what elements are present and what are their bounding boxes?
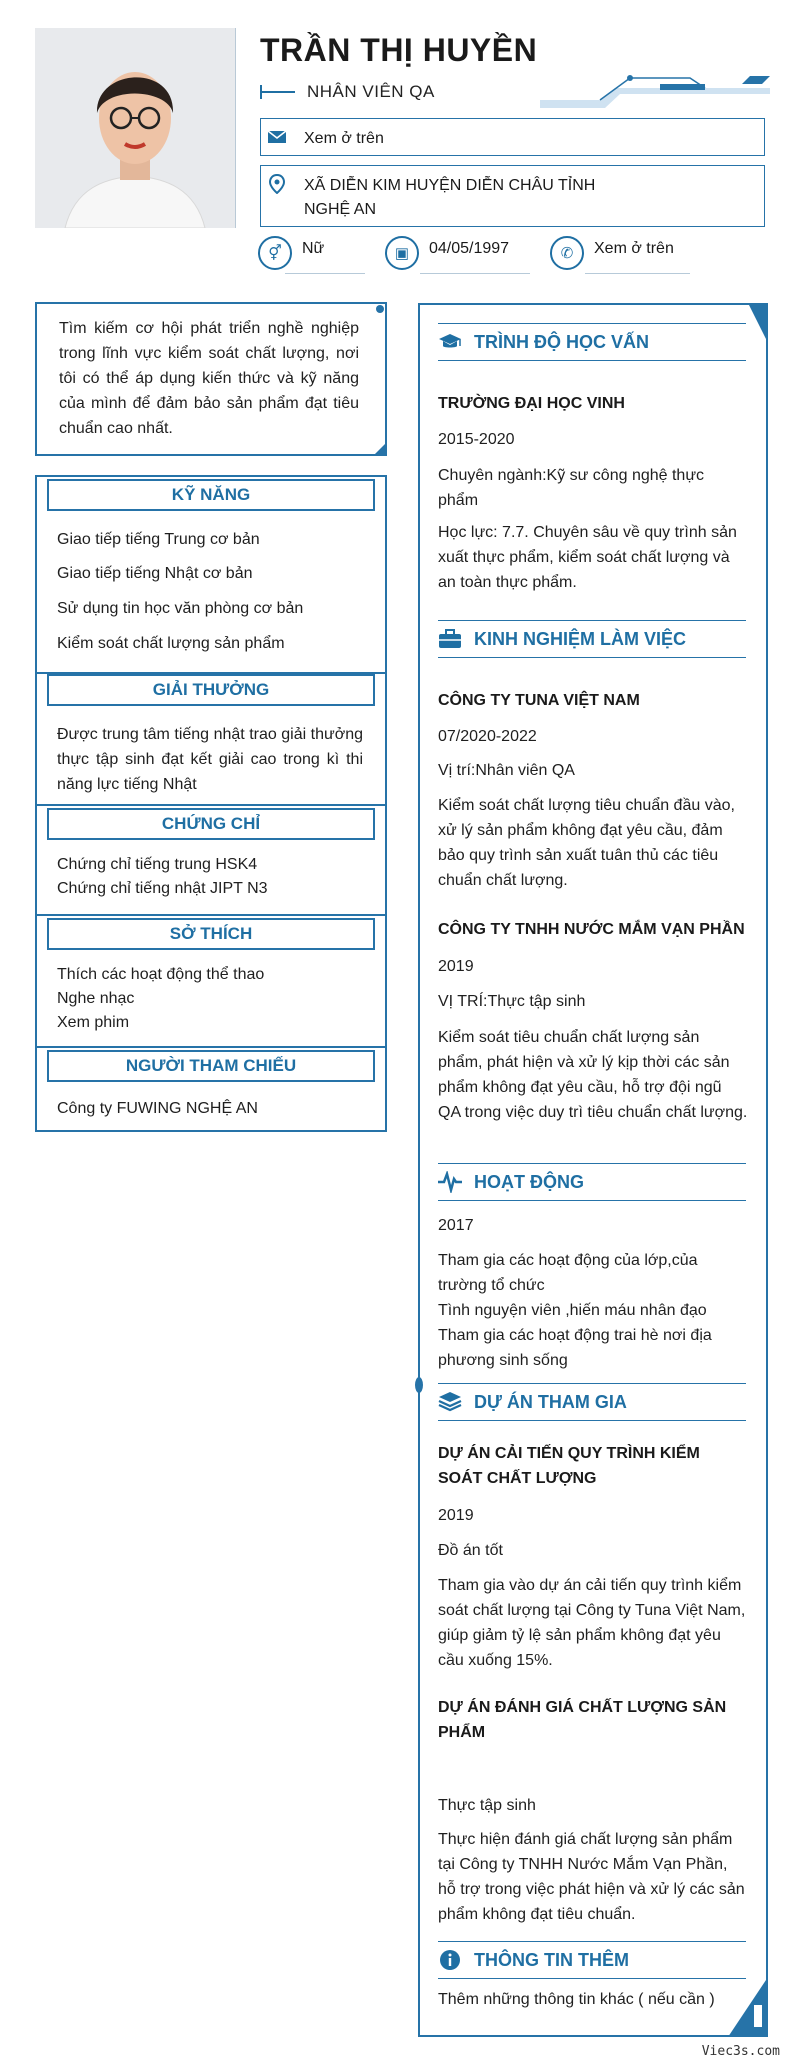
job-description: Kiểm soát tiêu chuẩn chất lượng sản phẩm, phát hiện và xử lý kịp thời các sản phẩm không đạt yêu cầu, hỗ trợ đội ngũ QA trong việc duy trì tiêu chuẩn chất lượng. — [438, 1029, 748, 1121]
phone-icon: ✆ — [550, 236, 584, 270]
education-title: TRÌNH ĐỘ HỌC VẤN — [474, 332, 649, 352]
activities-title: HOẠT ĐỘNG — [474, 1172, 584, 1192]
job-description: Kiểm soát chất lượng tiêu chuẩn đầu vào, xử lý sản phẩm không đạt yêu cầu, đảm bảo quy trình sản xuất tuân thủ các tiêu chuẩn chất lượng. — [438, 797, 735, 889]
briefcase-icon — [438, 628, 462, 650]
corner-decoration — [373, 302, 387, 316]
right-column — [418, 303, 768, 2037]
reference-item: Công ty FUWING NGHỆ AN — [57, 1100, 258, 1117]
job-position: VỊ TRÍ:Thực tập sinh — [438, 993, 586, 1010]
hobbies-heading: SỞ THÍCH — [47, 918, 375, 950]
gender-icon: ⚥ — [258, 236, 292, 270]
project-description: Tham gia vào dự án cải tiến quy trình kiểm soát chất lượng tại Công ty Tuna Việt Nam, giúp giảm tỷ lệ sản phẩm không đạt yêu cầu xuống 15%. — [438, 1577, 746, 1669]
address-line-2: NGHỆ AN — [304, 201, 377, 218]
job-company: CÔNG TY TUNA VIỆT NAM — [438, 692, 640, 709]
education-major: Chuyên ngành:Kỹ sư công nghệ thực phẩm — [438, 467, 705, 509]
skills-section — [35, 475, 387, 674]
corner-decoration — [373, 442, 387, 456]
skills-heading: KỸ NĂNG — [47, 479, 375, 511]
hobby-item: Nghe nhạc — [57, 990, 135, 1007]
dob-underline — [420, 273, 530, 274]
dob-value: 04/05/1997 — [429, 240, 510, 257]
project-role: Đồ án tốt — [438, 1542, 503, 1559]
awards-heading: GIẢI THƯỞNG — [47, 674, 375, 706]
job-title-text: NHÂN VIÊN QA — [307, 82, 435, 101]
phone-underline — [585, 273, 690, 274]
skill-item: Kiểm soát chất lượng sản phẩm — [57, 635, 285, 652]
profile-photo — [35, 28, 235, 228]
calendar-id-icon: ▣ — [385, 236, 419, 270]
activities-heading — [438, 1163, 746, 1201]
more-info-title: THÔNG TIN THÊM — [474, 1950, 629, 1970]
school-name: TRƯỜNG ĐẠI HỌC VINH — [438, 395, 625, 412]
watermark: Viec3s.com — [701, 2044, 780, 2059]
hobby-item: Xem phim — [57, 1014, 130, 1031]
hobbies-section — [35, 916, 387, 1048]
phone-value: Xem ở trên — [594, 240, 674, 257]
gender-value: Nữ — [302, 240, 325, 257]
objective-text: Tìm kiếm cơ hội phát triển nghề nghiệp trong lĩnh vực kiểm soát chất lượng, nơi tôi có thể áp dụng kiến thức và kỹ năng của mình để đảm bảo sản phẩm đạt tiêu chuẩn cao nhất. — [59, 320, 359, 437]
mail-icon — [267, 127, 287, 147]
project-name: DỰ ÁN CẢI TIẾN QUY TRÌNH KIỂM SOÁT CHẤT LƯỢNG — [438, 1445, 700, 1487]
references-heading: NGƯỜI THAM CHIẾU — [47, 1050, 375, 1082]
project-name: DỰ ÁN ĐÁNH GIÁ CHẤT LƯỢNG SẢN PHẨM — [438, 1699, 727, 1741]
certificates-section — [35, 806, 387, 916]
address-line-1: XÃ DIỄN KIM HUYỆN DIỄN CHÂU TỈNH — [304, 177, 596, 194]
graduation-cap-icon — [438, 331, 462, 353]
experience-heading — [438, 620, 746, 658]
candidate-name: TRẦN THỊ HUYỀN — [260, 32, 538, 68]
job-company: CÔNG TY TNHH NƯỚC MẮM VẠN PHẦN — [438, 921, 745, 938]
title-marker — [260, 91, 295, 93]
activity-item: Tình nguyện viên ,hiến máu nhân đạo — [438, 1302, 707, 1319]
address-field — [260, 165, 765, 227]
address-value — [304, 174, 595, 222]
side-notch — [413, 1375, 425, 1395]
activity-item: Tham gia các hoạt động của lớp,của trường tổ chức — [438, 1252, 698, 1294]
skill-item: Sử dụng tin học văn phòng cơ bản — [57, 600, 304, 617]
experience-title: KINH NGHIỆM LÀM VIỆC — [474, 629, 687, 649]
career-objective — [35, 302, 387, 456]
projects-title: DỰ ÁN THAM GIA — [474, 1392, 627, 1412]
education-years: 2015-2020 — [438, 431, 515, 448]
award-text: Được trung tâm tiếng nhật trao giải thưởng thực tập sinh đạt kết giải cao trong kì thi năng lực tiếng Nhật — [57, 726, 363, 793]
corner-decoration — [748, 303, 768, 343]
activities-year: 2017 — [438, 1217, 474, 1234]
skill-item: Giao tiếp tiếng Trung cơ bản — [57, 531, 260, 548]
job-period: 2019 — [438, 958, 474, 975]
header-divider — [235, 28, 236, 228]
phone-info — [550, 236, 674, 270]
gender-underline — [285, 273, 365, 274]
references-section — [35, 1048, 387, 1132]
project-role: Thực tập sinh — [438, 1797, 536, 1814]
job-period: 07/2020-2022 — [438, 728, 537, 745]
job-title — [260, 82, 435, 102]
email-field — [260, 118, 765, 156]
info-icon — [438, 1949, 462, 1971]
education-details: Học lực: 7.7. Chuyên sâu về quy trình sản xuất thực phẩm, kiểm soát chất lượng và an toàn thực phẩm. — [438, 524, 737, 591]
location-pin-icon — [267, 174, 287, 194]
project-description: Thực hiện đánh giá chất lượng sản phẩm tại Công ty TNHH Nước Mắm Vạn Phần, hỗ trợ trong việc phát hiện và xử lý các sản phẩm không đạt tiêu chuẩn. — [438, 1831, 745, 1923]
activity-item: Tham gia các hoạt động trai hè nơi địa phương sinh sống — [438, 1327, 712, 1369]
awards-section — [35, 672, 387, 806]
job-position: Vị trí:Nhân viên QA — [438, 762, 575, 779]
certificate-item: Chứng chỉ tiếng trung HSK4 — [57, 856, 258, 873]
dob-info — [385, 236, 509, 270]
hobby-item: Thích các hoạt động thể thao — [57, 966, 265, 983]
skill-item: Giao tiếp tiếng Nhật cơ bản — [57, 565, 253, 582]
email-value: Xem ở trên — [304, 130, 384, 147]
more-info-text: Thêm những thông tin khác ( nếu cần ) — [438, 1991, 715, 2008]
header-decoration — [540, 70, 770, 115]
pulse-icon — [438, 1171, 462, 1193]
certificates-heading: CHỨNG CHỈ — [47, 808, 375, 840]
layers-icon — [438, 1391, 462, 1413]
certificate-item: Chứng chỉ tiếng nhật JIPT N3 — [57, 880, 268, 897]
education-heading — [438, 323, 746, 361]
projects-heading — [438, 1383, 746, 1421]
gender-info — [258, 236, 324, 270]
more-info-heading — [438, 1941, 746, 1979]
project-year: 2019 — [438, 1507, 474, 1524]
